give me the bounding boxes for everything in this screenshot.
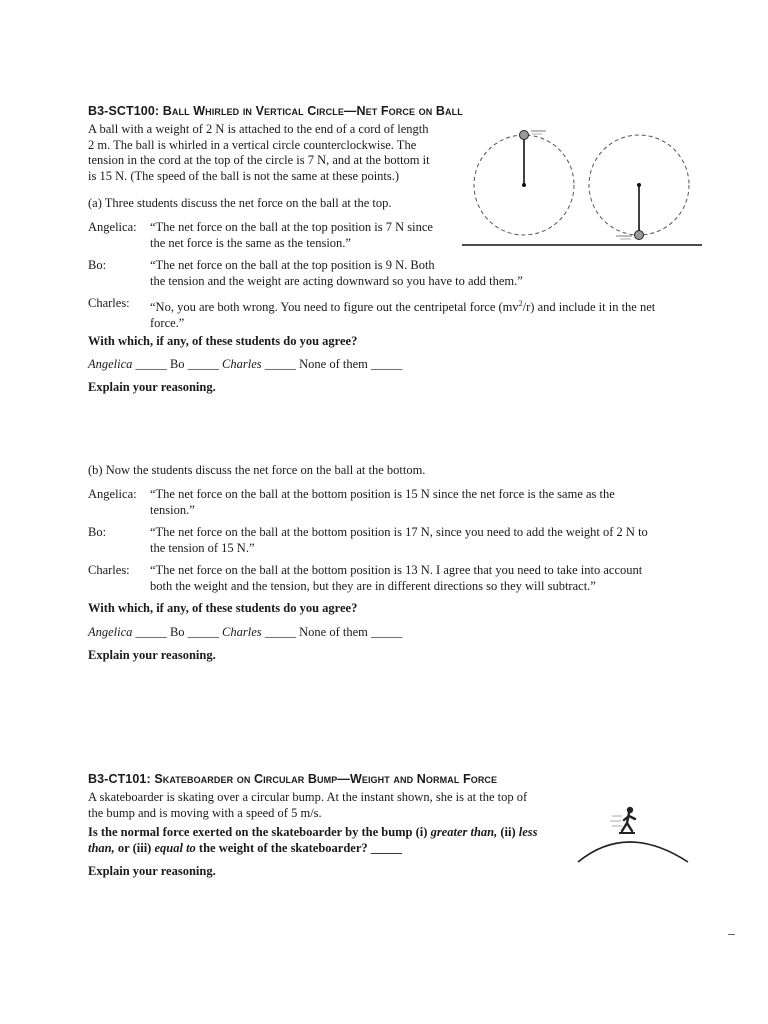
quote-line: force.” xyxy=(150,315,185,330)
quote-line: “The net force on the ball at the bottom position is 13 N. I agree that you need to take into account xyxy=(150,563,643,577)
question-text: or (iii) xyxy=(114,840,155,855)
problem2-explain: Explain your reasoning. xyxy=(88,864,216,878)
problem2-intro xyxy=(88,790,568,821)
statement-charles-a xyxy=(88,296,678,328)
speaker-label: Bo: xyxy=(88,525,107,539)
part-a-question: With which, if any, of these students do you agree? xyxy=(88,334,358,348)
problem1-heading xyxy=(88,104,463,118)
question-text: the weight of the skateboarder? _____ xyxy=(195,840,403,855)
question-line-1 xyxy=(88,825,568,841)
part-b-explain: Explain your reasoning. xyxy=(88,648,216,662)
part-a-lead: (a) Three students discuss the net force on the ball at the top. xyxy=(88,196,392,210)
problem2-question xyxy=(88,825,568,856)
speaker-label: Bo: xyxy=(88,258,107,272)
quote-line: “The net force on the ball at the bottom position is 15 N since the net force is the same as the xyxy=(150,487,615,501)
problem1-intro xyxy=(88,122,458,184)
choice-angelica[interactable]: Angelica _____ xyxy=(88,357,167,371)
skater-body xyxy=(622,813,635,831)
skateboarder-bump-diagram xyxy=(572,798,702,868)
left-center-point xyxy=(522,183,526,187)
problem2-heading xyxy=(88,772,497,786)
question-line-2 xyxy=(88,841,568,857)
circular-bump xyxy=(578,842,688,862)
speaker-label: Charles: xyxy=(88,563,130,577)
part-b-choices xyxy=(88,625,402,641)
choice-bo[interactable]: Bo _____ xyxy=(169,625,219,639)
choice-charles[interactable]: Charles _____ xyxy=(222,357,296,371)
intro-line: 2 m. The ball is whirled in a vertical circle counterclockwise. The xyxy=(88,137,417,152)
quote-line: “The net force on the ball at the top position is 7 N since xyxy=(150,220,433,234)
statement-angelica-b xyxy=(88,487,678,519)
quote-line: “The net force on the ball at the bottom position is 17 N, since you need to add the weight of 2 N to xyxy=(150,525,648,539)
intro-line: A ball with a weight of 2 N is attached to the end of a cord of length xyxy=(88,122,429,136)
statement-charles-b xyxy=(88,563,678,595)
intro-line: the bump and is moving with a speed of 5 m/s. xyxy=(88,805,322,820)
skater-head xyxy=(627,807,633,813)
part-b-question: With which, if any, of these students do you agree? xyxy=(88,601,358,615)
intro-line: tension in the cord at the top of the circle is 7 N, and at the bottom it xyxy=(88,153,430,167)
problem1-id: B3-SCT100: xyxy=(88,104,160,118)
quote-line: the net force is the same as the tension.” xyxy=(150,235,351,250)
question-text: (ii) xyxy=(497,825,519,839)
superscript: 2 xyxy=(518,299,523,308)
problem2-title: Skateboarder on Circular Bump—Weight and Normal Force xyxy=(154,772,498,786)
statement-bo-a xyxy=(88,258,678,290)
intro-line: is 15 N. (The speed of the ball is not the same at these points.) xyxy=(88,168,400,183)
quote-line: both the weight and the tension, but they are in different directions so they will subtract.” xyxy=(150,578,596,593)
margin-mark xyxy=(728,934,735,935)
part-b-lead: (b) Now the students discuss the net force on the ball at the bottom. xyxy=(88,463,426,477)
part-a-explain: Explain your reasoning. xyxy=(88,380,216,394)
option-less-cont: than, xyxy=(88,840,115,855)
choice-angelica[interactable]: Angelica _____ xyxy=(88,625,167,639)
option-less: less xyxy=(518,825,538,839)
right-center-point xyxy=(637,183,641,187)
quote-text: /r) and include it in the net xyxy=(522,300,656,315)
problem1-title: Ball Whirled in Vertical Circle—Net Force on Ball xyxy=(162,104,463,118)
part-a-choices xyxy=(88,357,402,373)
question-text: Is the normal force exerted on the skateboarder by the bump (i) xyxy=(88,825,431,839)
option-greater: greater than, xyxy=(430,825,498,839)
top-ball xyxy=(520,131,529,140)
quote-line: tension.” xyxy=(150,502,195,517)
problem2-id: B3-CT101: xyxy=(88,772,151,786)
speaker-label: Angelica: xyxy=(88,487,137,501)
speaker-label: Angelica: xyxy=(88,220,137,234)
choice-none[interactable]: None of them _____ xyxy=(299,357,403,371)
statement-bo-b xyxy=(88,525,678,557)
quote-line: “The net force on the ball at the top position is 9 N. Both xyxy=(150,258,435,272)
speaker-label: Charles: xyxy=(88,296,130,310)
choice-bo[interactable]: Bo _____ xyxy=(169,357,219,371)
option-equal: equal to xyxy=(154,840,196,855)
choice-none[interactable]: None of them _____ xyxy=(299,625,403,639)
quote-text: “No, you are both wrong. You need to figure out the centripetal force (mv xyxy=(150,300,519,315)
statement-angelica-a xyxy=(88,220,678,252)
quote-line: the tension of 15 N.” xyxy=(150,540,255,555)
choice-charles[interactable]: Charles _____ xyxy=(222,625,296,639)
quote-line xyxy=(150,296,655,316)
quote-line: the tension and the weight are acting downward so you have to add them.” xyxy=(150,273,523,288)
intro-line: A skateboarder is skating over a circular bump. At the instant shown, she is at the top of xyxy=(88,790,528,804)
